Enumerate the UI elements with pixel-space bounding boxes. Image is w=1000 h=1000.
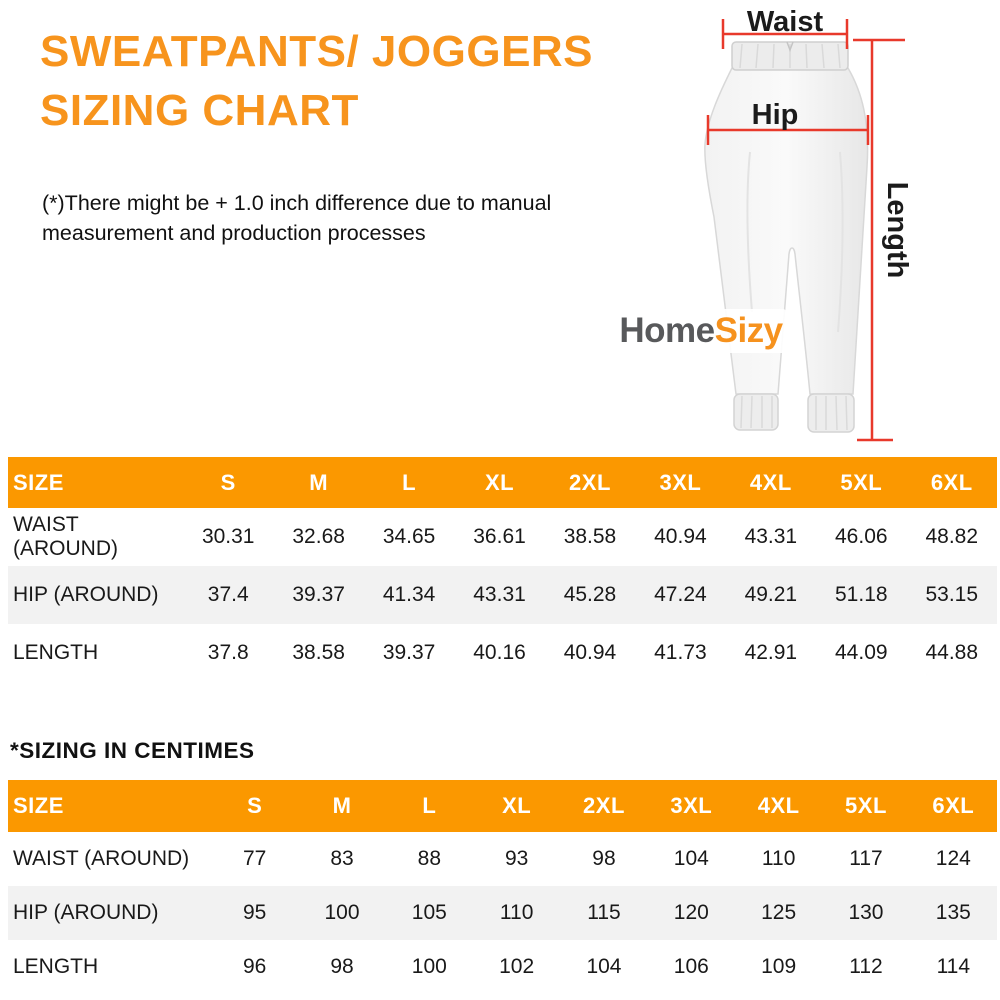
cell-value: 117: [849, 847, 883, 870]
column-header-2xl: 2XL: [545, 457, 635, 508]
cell-value: 44.09: [835, 641, 888, 664]
cell-value: 39.37: [273, 566, 363, 624]
row-label: LENGTH: [13, 641, 99, 664]
cell-value: 115: [560, 886, 647, 940]
column-header-4xl: 4XL: [735, 780, 822, 832]
cell-value: 40.94: [563, 641, 617, 664]
cell-value: 40.16: [473, 641, 526, 664]
column-header-s: S: [211, 780, 298, 832]
table-row-waist-inches: [8, 508, 997, 566]
column-header-l: L: [386, 780, 473, 832]
table-row-length-cm: [8, 940, 997, 994]
size-table-cm: [8, 780, 997, 994]
column-header-3xl: 3XL: [648, 780, 735, 832]
column-header-size: SIZE: [8, 457, 183, 508]
row-label: WAIST (AROUND): [13, 847, 190, 870]
table-row-hip-cm: [8, 886, 997, 940]
logo-text-home: Home: [619, 311, 715, 350]
column-header-size: SIZE: [8, 780, 211, 832]
size-table-inches: [8, 457, 997, 682]
cell-value: 53.15: [907, 566, 998, 624]
cell-value: 37.4: [183, 566, 273, 624]
row-label: WAIST (AROUND): [13, 513, 118, 560]
disclaimer-text: (*)There might be + 1.0 inch difference due to manual measurement and production processes: [42, 191, 552, 245]
cell-value: 77: [242, 847, 267, 870]
cell-value: 110: [473, 886, 560, 940]
cell-value: 49.21: [726, 566, 816, 624]
cell-value: 30.31: [201, 525, 255, 548]
column-header-6xl: 6XL: [910, 780, 997, 832]
cell-value: 98: [592, 847, 616, 870]
cell-value: 43.31: [744, 525, 798, 548]
cell-value: 48.82: [925, 525, 979, 548]
cell-value: 112: [849, 955, 883, 978]
cell-value: 41.73: [654, 641, 707, 664]
cell-value: 104: [673, 847, 709, 870]
column-header-4xl: 4XL: [726, 457, 816, 508]
cell-value: 130: [822, 886, 909, 940]
length-label: Length: [881, 181, 913, 279]
cell-value: 47.24: [635, 566, 725, 624]
column-header-2xl: 2XL: [560, 780, 647, 832]
cell-value: 36.61: [473, 525, 526, 548]
cell-value: 106: [673, 955, 709, 978]
cell-value: 44.88: [925, 641, 979, 664]
column-header-m: M: [273, 457, 363, 508]
column-header-l: L: [364, 457, 454, 508]
cell-value: 125: [735, 886, 822, 940]
cell-value: 41.34: [364, 566, 454, 624]
cell-value: 104: [586, 955, 622, 978]
waist-label: Waist: [746, 6, 824, 38]
table-row-hip-inches: [8, 566, 997, 624]
column-header-s: S: [183, 457, 273, 508]
table-row-length-inches: [8, 624, 997, 682]
row-label: LENGTH: [13, 955, 99, 978]
cell-value: 34.65: [382, 525, 436, 548]
column-header-3xl: 3XL: [635, 457, 725, 508]
homesizy-logo: [616, 309, 786, 353]
column-header-m: M: [298, 780, 385, 832]
cell-value: 38.58: [292, 641, 345, 664]
row-label: HIP (AROUND): [8, 566, 183, 624]
logo-text-sizy: Sizy: [714, 311, 783, 350]
sizing-in-centimes-label: *SIZING IN CENTIMES: [10, 738, 255, 763]
cell-value: 98: [330, 955, 354, 978]
column-header-xl: XL: [473, 780, 560, 832]
column-header-xl: XL: [454, 457, 544, 508]
row-label: HIP (AROUND): [8, 886, 211, 940]
cell-value: 88: [417, 847, 441, 870]
column-header-5xl: 5XL: [816, 457, 906, 508]
cell-value: 135: [910, 886, 997, 940]
cell-value: 51.18: [816, 566, 906, 624]
page-title: [40, 22, 593, 140]
column-header-6xl: 6XL: [907, 457, 998, 508]
cell-value: 43.31: [454, 566, 544, 624]
cell-value: 32.68: [292, 525, 345, 548]
page-title-line2: SIZING CHART: [40, 86, 359, 135]
hip-label: Hip: [751, 99, 799, 131]
pants-diagram-svg: [690, 2, 1000, 450]
cell-value: 110: [761, 847, 796, 870]
pants-measurement-diagram: [690, 2, 1000, 450]
cell-value: 124: [935, 847, 971, 870]
cell-value: 37.8: [207, 641, 249, 664]
table-row-waist-cm: [8, 832, 997, 886]
cell-value: 100: [298, 886, 385, 940]
cell-value: 100: [411, 955, 447, 978]
cell-value: 42.91: [744, 641, 798, 664]
column-header-5xl: 5XL: [822, 780, 909, 832]
cell-value: 95: [211, 886, 298, 940]
cell-value: 39.37: [382, 641, 436, 664]
cell-value: 96: [242, 955, 267, 978]
page-title-line1: SWEATPANTS/ JOGGERS: [40, 27, 594, 76]
cell-value: 120: [648, 886, 735, 940]
cell-value: 38.58: [563, 525, 617, 548]
cell-value: 105: [386, 886, 473, 940]
cell-value: 45.28: [545, 566, 635, 624]
cell-value: 114: [936, 955, 971, 978]
cell-value: 46.06: [835, 525, 888, 548]
cell-value: 93: [504, 847, 529, 870]
table-header-row: [8, 780, 997, 832]
cell-value: 40.94: [654, 525, 707, 548]
cell-value: 83: [330, 847, 354, 870]
cell-value: 102: [499, 955, 535, 978]
table-header-row: [8, 457, 997, 508]
cell-value: 109: [761, 955, 797, 978]
